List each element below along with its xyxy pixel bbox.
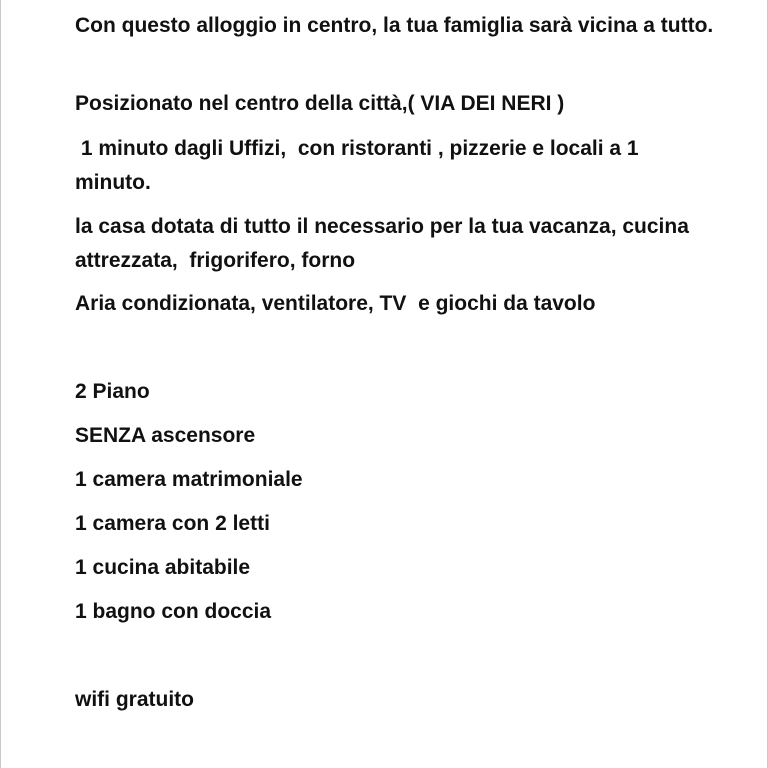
proximity-paragraph: 1 minuto dagli Uffizi, con ristoranti , pizzerie e locali a 1 minuto. [75, 137, 645, 194]
feature-wifi: wifi gratuito [75, 688, 194, 711]
feature-bathroom: 1 bagno con doccia [75, 600, 272, 623]
equipment-paragraph: la casa dotata di tutto il necessario per la tua vacanza, cucina attrezzata, frigorifero, forno [75, 215, 695, 272]
feature-floor: 2 Piano [75, 380, 150, 403]
intro-paragraph: Con questo alloggio in centro, la tua famiglia sarà vicina a tutto. [75, 14, 714, 37]
location-paragraph: Posizionato nel centro della città,( VIA DEI NERI ) [75, 92, 565, 115]
feature-elevator: SENZA ascensore [75, 424, 256, 447]
feature-kitchen: 1 cucina abitabile [75, 556, 251, 579]
feature-double-room: 1 camera matrimoniale [75, 468, 303, 491]
amenities-paragraph: Aria condizionata, ventilatore, TV e giochi da tavolo [75, 292, 596, 315]
feature-twin-room: 1 camera con 2 letti [75, 512, 270, 535]
